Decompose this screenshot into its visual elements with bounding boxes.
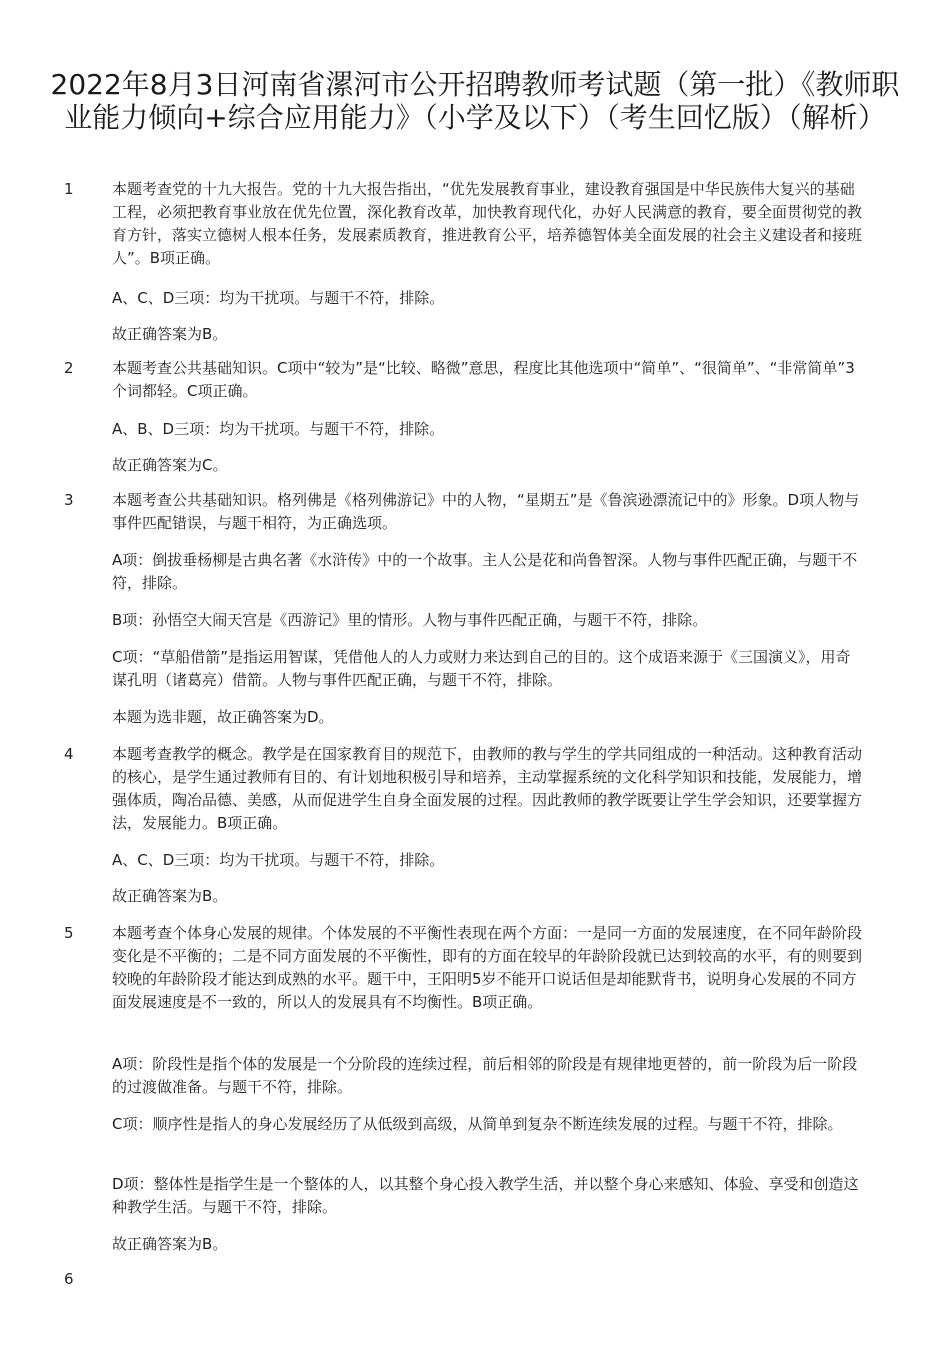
answer-paragraph: 本题为选非题，故正确答案为D。	[112, 708, 334, 726]
question-number: 6	[64, 1270, 74, 1288]
answer-paragraph: 故正确答案为C。	[112, 456, 228, 474]
question-number: 4	[64, 745, 74, 763]
explanation-paragraph: B项：孙悟空大闹天宫是《西游记》里的情形。人物与事件匹配正确，与题干不符，排除。	[112, 611, 708, 629]
explanation-paragraph: 本题考查教学的概念。教学是在国家教育目的规范下，由教师的教与学生的学共同组成的一种活动。这种教育活动的核心，是学生通过教师有目的、有计划地积极引导和培养，主动掌握系统的文化科学知识和技能，发展能力，增强体质，陶冶品德、美感，从而促进学生自身全面发展的过程。因此教师的教学既要让学生学会知识，还要掌握方法，发展能力。B项正确。	[112, 745, 863, 832]
explanation-paragraph: C项：顺序性是指人的身心发展经历了从低级到高级，从简单到复杂不断连续发展的过程。与题干不符，排除。	[112, 1115, 843, 1133]
answer-paragraph: 故正确答案为B。	[112, 887, 228, 905]
explanation-paragraph: D项：整体性是指学生是一个整体的人，以其整个身心投入教学生活，并以整个身心来感知、体验、享受和创造这种教学生活。与题干不符，排除。	[112, 1175, 859, 1216]
answer-paragraph: 故正确答案为B。	[112, 1235, 228, 1253]
question-number: 5	[64, 924, 74, 942]
question-number: 2	[64, 359, 74, 377]
answer-paragraph: 故正确答案为B。	[112, 325, 228, 343]
explanation-paragraph: A、C、D三项：均为干扰项。与题干不符，排除。	[112, 851, 445, 869]
explanation-paragraph: A项：倒拔垂杨柳是古典名著《水浒传》中的一个故事。主人公是花和尚鲁智深。人物与事件匹配正确，与题干不符，排除。	[112, 551, 858, 592]
explanation-paragraph: 本题考查公共基础知识。C项中“较为”是“比较、略微”意思，程度比其他选项中“简单”、“很简单”、“非常简单”3个词都轻。C项正确。	[112, 359, 855, 400]
question-number: 1	[64, 180, 74, 198]
explanation-paragraph: A、B、D三项：均为干扰项。与题干不符，排除。	[112, 420, 445, 438]
explanation-paragraph: 本题考查公共基础知识。格列佛是《格列佛游记》中的人物，“星期五”是《鲁滨逊漂流记中的》形象。D项人物与事件匹配错误，与题干相符，为正确选项。	[112, 491, 860, 532]
explanation-paragraph: A项：阶段性是指个体的发展是一个分阶段的连续过程，前后相邻的阶段是有规律地更替的，前一阶段为后一阶段的过渡做准备。与题干不符，排除。	[112, 1055, 858, 1096]
explanation-paragraph: 本题考查个体身心发展的规律。个体发展的不平衡性表现在两个方面：一是同一方面的发展速度，在不同年龄阶段变化是不平衡的；二是不同方面发展的不平衡性，即有的方面在较早的年龄阶段就已达到较高的水平，有的则要到较晚的年龄阶段才能达到成熟的水平。题干中，王阳明5岁不能开口说话但是却能默背书，说明身心发展的不同方面发展速度是不一致的，所以人的发展具有不均衡性。B项正确。	[112, 924, 863, 1011]
explanation-paragraph: C项：“草船借箭”是指运用智谋，凭借他人的人力或财力来达到自己的目的。这个成语来源于《三国演义》，用奇谋孔明（诸葛亮）借箭。人物与事件匹配正确，与题干不符，排除。	[112, 648, 851, 689]
explanation-paragraph: 本题考查党的十九大报告。党的十九大报告指出，“优先发展教育事业，建设教育强国是中华民族伟大复兴的基础工程，必须把教育事业放在优先位置，深化教育改革，加快教育现代化，办好人民满意的教育，要全面贯彻党的教育方针，落实立德树人根本任务，发展素质教育，推进教育公平，培养德智体美全面发展的社会主义建设者和接班人”。B项正确。	[112, 180, 863, 267]
explanation-paragraph: A、C、D三项：均为干扰项。与题干不符，排除。	[112, 289, 445, 307]
document-title: 2022年8月3日河南省漯河市公开招聘教师考试题（第一批）《教师职业能力倾向+综合应用能力》（小学及以下）（考生回忆版）（解析）	[50, 68, 900, 134]
question-number: 3	[64, 491, 74, 509]
